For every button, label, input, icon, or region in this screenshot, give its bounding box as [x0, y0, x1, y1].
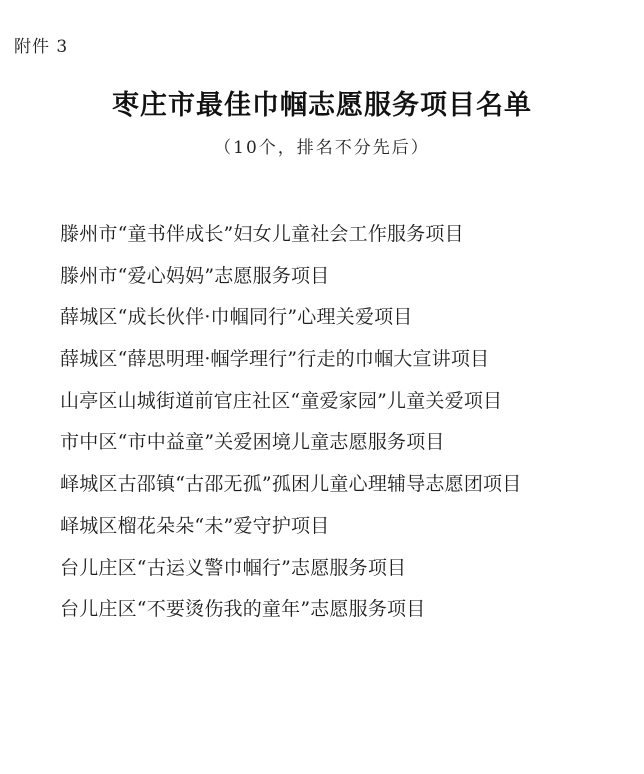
project-list: [60, 219, 635, 636]
list-item: 台儿庄区“不要烫伤我的童年”志愿服务项目: [60, 598, 426, 621]
list-item: 滕州市“爱心妈妈”志愿服务项目: [60, 264, 330, 287]
list-item: 山亭区山城街道前官庄社区“童爱家园”儿童关爱项目: [60, 389, 503, 412]
document-title: 枣庄市最佳巾帼志愿服务项目名单: [112, 90, 532, 121]
list-item: 薛城区“薛思明理·帼学理行”行走的巾帼大宣讲项目: [60, 348, 490, 371]
list-item: 薛城区“成长伙伴·巾帼同行”心理关爱项目: [60, 306, 413, 329]
list-item: 峄城区榴花朵朵“未”爱守护项目: [60, 514, 330, 537]
document-subtitle: （10个，排名不分先后）: [214, 138, 430, 158]
list-item: 峄城区古邵镇“古邵无孤”孤困儿童心理辅导志愿团项目: [60, 473, 522, 496]
list-item: 台儿庄区“古运义警巾帼行”志愿服务项目: [60, 556, 407, 579]
list-item: 滕州市“童书伴成长”妇女儿童社会工作服务项目: [60, 223, 464, 245]
attachment-label: 附件 3: [14, 37, 69, 57]
list-item: 市中区“市中益童”关爱困境儿童志愿服务项目: [60, 431, 445, 454]
